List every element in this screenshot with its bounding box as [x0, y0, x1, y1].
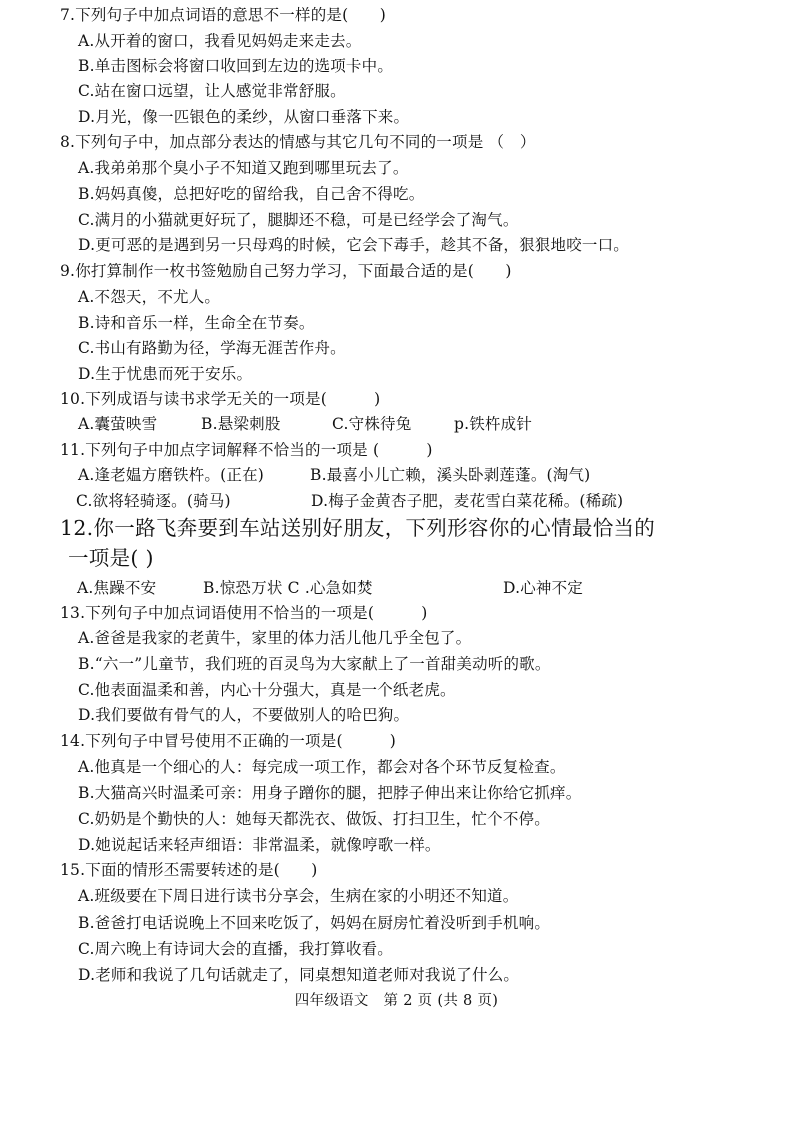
question-15-option-a: A.班级要在下周日进行读书分享会，生病在家的小明还不知道。 [78, 887, 519, 905]
question-9-option-a: A.不怨天，不尤人。 [78, 288, 221, 306]
question-15-option-b: B.爸爸打电话说晚上不回来吃饭了，妈妈在厨房忙着没听到手机响。 [78, 914, 551, 932]
question-12-options-row [77, 578, 583, 598]
question-7-option-b: B.单击图标会将窗口收回到左边的选项卡中。 [78, 57, 394, 75]
page-footer: 四年级语文 第 2 页 (共 8 页) [294, 993, 499, 1009]
question-14-option-c: C.奶奶是个勤快的人：她每天都洗衣、做饭、打扫卫生，忙个不停。 [78, 810, 550, 828]
question-10-option-c: C.守株待兔 [332, 415, 412, 433]
question-14-option-d: D.她说起话来轻声细语：非常温柔，就像哼歌一样。 [78, 836, 441, 854]
question-8-option-c: C.满月的小猫就更好玩了，腿脚还不稳，可是已经学会了淘气。 [78, 211, 519, 229]
question-9-option-c: C.书山有路勤为径，学海无涯苦作舟。 [78, 339, 346, 357]
question-9-stem: 9.你打算制作一枚书签勉励自己努力学习，下面最合适的是( ) [60, 262, 512, 280]
question-12-stem-line-1: 12.你一路飞奔要到车站送别好朋友，下列形容你的心情最恰当的 [60, 516, 656, 540]
question-13-option-c: C.他表面温柔和善，内心十分强大，真是一个纸老虎。 [78, 681, 456, 699]
question-12-option-bc: B.惊恐万状 C .心急如焚 [203, 579, 373, 597]
question-8-option-b: B.妈妈真傻，总把好吃的留给我，自己舍不得吃。 [78, 185, 425, 203]
question-7-option-a: A.从开着的窗口，我看见妈妈走来走去。 [78, 32, 362, 50]
question-11-stem: 11.下列句子中加点字词解释不恰当的一项是 ( ) [60, 441, 433, 459]
question-10-stem: 10.下列成语与读书求学无关的一项是( ) [60, 390, 381, 408]
question-12-option-a: A.焦躁不安 [77, 579, 157, 597]
question-11-options-row-2 [76, 491, 623, 511]
question-11-option-a: A.逢老媪方磨铁杵。(正在) [78, 466, 265, 484]
question-8-option-a: A.我弟弟那个臭小子不知道又跑到哪里玩去了。 [78, 159, 409, 177]
question-11-option-d: D.梅子金黄杏子肥，麦花雪白菜花稀。(稀疏) [311, 492, 624, 510]
question-11-options-row-1 [78, 465, 590, 485]
question-14-option-b: B.大猫高兴时温柔可亲：用身子蹭你的腿，把脖子伸出来让你给它抓痒。 [78, 784, 582, 802]
question-7-option-c: C.站在窗口远望，让人感觉非常舒服。 [78, 82, 346, 100]
question-10-option-d: p.铁杵成针 [454, 415, 533, 433]
question-7-option-d: D.月光，像一匹银色的柔纱，从窗口垂落下来。 [78, 108, 410, 126]
question-15-option-c: C.周六晚上有诗词大会的直播，我打算收看。 [78, 940, 393, 958]
question-15-option-d: D.老师和我说了几句话就走了，同桌想知道老师对我说了什么。 [78, 966, 520, 984]
question-8-option-d: D.更可恶的是遇到另一只母鸡的时候，它会下毒手，趁其不备，狠狠地咬一口。 [78, 236, 630, 254]
question-11-option-c: C.欲将轻骑逐。(骑马) [76, 492, 231, 510]
question-11-option-b: B.最喜小儿亡赖，溪头卧剥莲蓬。(淘气) [310, 466, 591, 484]
question-13-option-a: A.爸爸是我家的老黄牛，家里的体力活儿他几乎全包了。 [78, 629, 472, 647]
question-10-options-row [78, 414, 532, 434]
question-13-stem: 13.下列句子中加点词语使用不恰当的一项是( ) [60, 604, 428, 622]
question-14-stem: 14.下列句子中冒号使用不正确的一项是( ) [60, 732, 397, 750]
question-10-option-a: A.囊萤映雪 [78, 415, 158, 433]
question-7-stem: 7.下列句子中加点词语的意思不一样的是( ) [60, 6, 386, 24]
question-10-option-b: B.悬梁刺股 [201, 415, 281, 433]
question-9-option-b: B.诗和音乐一样，生命全在节奏。 [78, 314, 315, 332]
question-12-option-d: D.心神不定 [503, 579, 584, 597]
question-13-option-b: B.“六一”儿童节，我们班的百灵鸟为大家献上了一首甜美动听的歌。 [78, 655, 551, 673]
question-12-stem-line-2: 一项是( ) [68, 546, 154, 570]
question-15-stem: 15.下面的情形丕需要转述的是( ) [60, 861, 318, 879]
question-8-stem: 8.下列句子中，加点部分表达的情感与其它几句不同的一项是 （ ） [60, 133, 536, 151]
question-14-option-a: A.他真是一个细心的人：每完成一项工作，都会对各个环节反复检查。 [78, 758, 566, 776]
question-13-option-d: D.我们要做有骨气的人，不要做别人的哈巴狗。 [78, 706, 410, 724]
question-9-option-d: D.生于忧患而死于安乐。 [78, 365, 253, 383]
